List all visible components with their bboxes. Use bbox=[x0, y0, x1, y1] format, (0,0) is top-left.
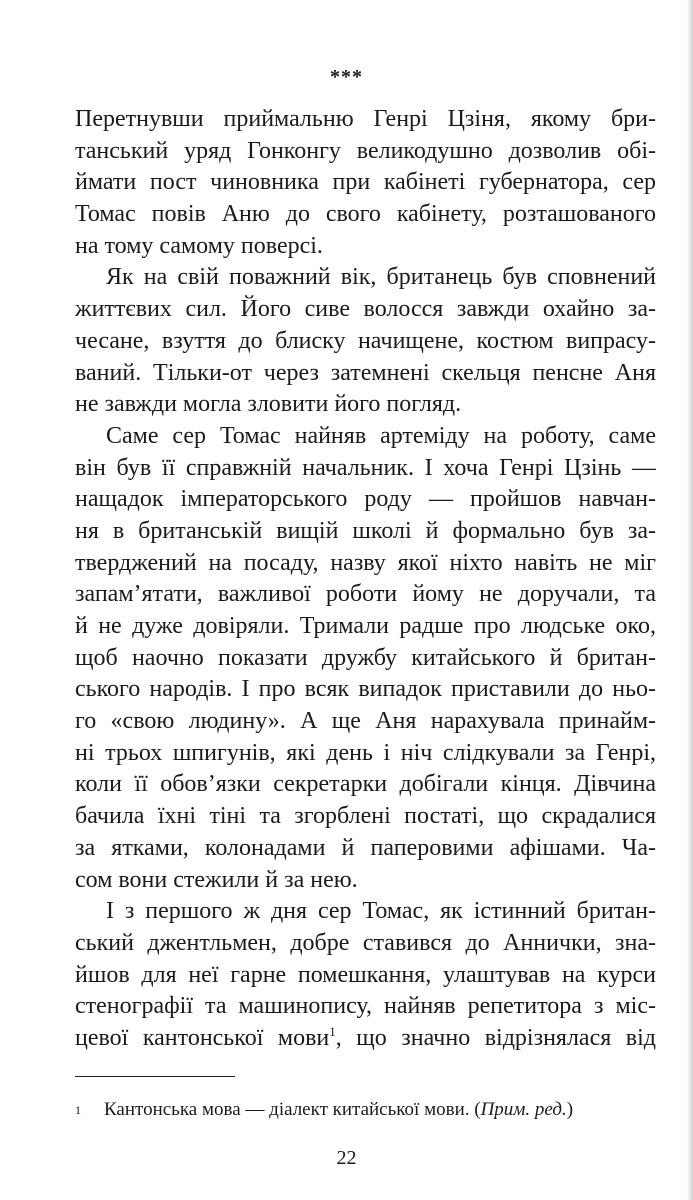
text-line: коли її обов’язки секретарки добігали кінця. Дівчина bbox=[75, 771, 656, 798]
text-line: сом вони стежили й за нею. bbox=[75, 866, 358, 893]
text-line: І з першого ж дня сер Томас, як істинний британ- bbox=[106, 898, 656, 925]
text-line: Саме сер Томас найняв артеміду на роботу, саме bbox=[106, 422, 656, 449]
text-line: щоб наочно показати дружбу китайського й британ- bbox=[75, 644, 656, 671]
text-line: Томас повів Аню до свого кабінету, розташованого bbox=[75, 201, 656, 228]
text-line: запам’ятати, важливої роботи йому не доручали, та bbox=[75, 581, 656, 608]
text-line: Перетнувши приймальню Генрі Цзіня, якому бри- bbox=[75, 106, 656, 132]
text-line: Як на свій поважний вік, британець був сповнений bbox=[106, 264, 656, 291]
text-line: життєвих сил. Його сиве волосся завжди охайно за- bbox=[75, 296, 656, 323]
footnote-rule bbox=[75, 1076, 235, 1077]
footnote-ref: 1 bbox=[329, 1023, 336, 1039]
footnote-number: 1 bbox=[75, 1103, 81, 1117]
text-line: він був її справжній начальник. І хоча Генрі Цзінь — bbox=[75, 454, 656, 481]
text-line: йшов для неї гарне помешкання, улаштував на курси bbox=[75, 961, 656, 988]
footnote-text: Кантонська мова — діалект китайської мови. ( bbox=[104, 1099, 481, 1120]
page-edge-shadow bbox=[687, 0, 693, 1200]
footnote-editor-note: Прим. ред. bbox=[480, 1099, 567, 1120]
text-line: нащадок імператорського роду — пройшов навчан- bbox=[75, 486, 656, 513]
text-line: бачила їхні тіні та згорблені постаті, що скрадалися bbox=[75, 803, 656, 830]
line-text-tail: , що значно відрізнялася від bbox=[335, 1024, 656, 1051]
text-line bbox=[75, 1023, 656, 1055]
text-line: й не дуже довіряли. Тримали радше про людське око, bbox=[75, 613, 656, 639]
line-text: цевої кантонської мови bbox=[75, 1024, 330, 1051]
text-line: ймати пост чиновника при кабінеті губернатора, сер bbox=[75, 169, 656, 196]
footnote-close: ) bbox=[566, 1099, 574, 1120]
text-line: ня в британській вищій школі й формально був за- bbox=[75, 517, 656, 544]
page-number: 22 bbox=[336, 1147, 357, 1169]
footnote bbox=[75, 1097, 573, 1123]
text-line: за ятками, колонадами й паперовими афішами. Ча- bbox=[75, 834, 656, 861]
section-separator: *** bbox=[330, 66, 363, 88]
text-line: ні трьох шпигунів, які день і ніч слідкували за Генрі, bbox=[75, 739, 656, 766]
text-line: танський уряд Гонконгу великодушно дозволив обі- bbox=[75, 137, 656, 164]
text-line: чесане, взуття до блиску начищене, костюм випрасу- bbox=[75, 327, 656, 354]
text-line: не завжди могла зловити його погляд. bbox=[75, 391, 462, 418]
body-text bbox=[75, 104, 656, 1055]
text-line: ський джентльмен, добре ставився до Аннички, зна- bbox=[75, 929, 656, 956]
text-line: ського народів. І про всяк випадок приставили до ньо- bbox=[75, 676, 656, 703]
text-line: на тому самому поверсі. bbox=[75, 232, 323, 259]
text-line: стенографії та машинопису, найняв репетитора з міс- bbox=[75, 993, 656, 1020]
text-line: го «свою людину». А ще Аня нарахувала принайм- bbox=[75, 708, 656, 735]
text-line: ваний. Тільки-от через затемнені скельця пенсне Аня bbox=[75, 359, 656, 386]
text-line: тверджений на посаду, назву якої ніхто навіть не міг bbox=[75, 549, 656, 576]
